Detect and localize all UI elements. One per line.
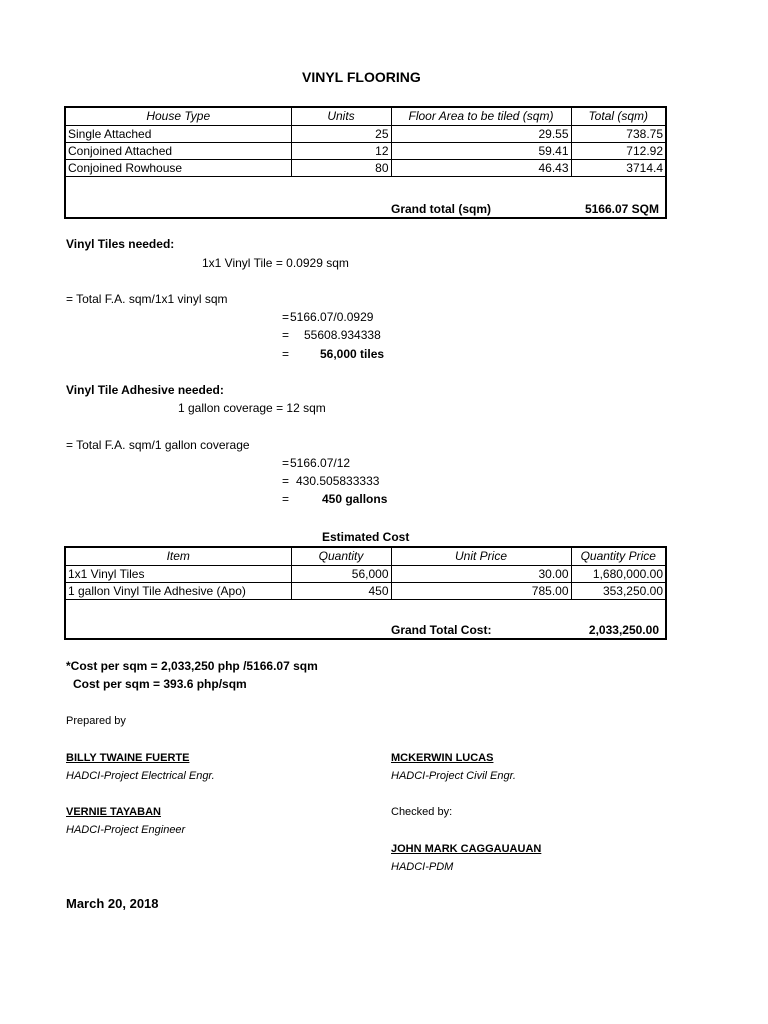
column-header-floor-area: Floor Area to be tiled (sqm) bbox=[391, 108, 571, 125]
grand-total-cost-value: 2,033,250.00 bbox=[588, 623, 659, 637]
tiles-result: 56,000 tiles bbox=[320, 347, 385, 361]
grand-total-cost-label: Grand Total Cost: bbox=[391, 623, 492, 637]
column-header-house-type: House Type bbox=[66, 108, 291, 125]
column-header-unit-price: Unit Price bbox=[391, 548, 571, 565]
table-row bbox=[66, 142, 665, 159]
tiles-formula: = Total F.A. sqm/1x1 vinyl sqm bbox=[66, 292, 228, 306]
signatory-name: VERNIE TAYABAN bbox=[66, 806, 161, 818]
signatory-name: JOHN MARK CAGGAUAUAN bbox=[391, 843, 542, 855]
column-header-units: Units bbox=[291, 108, 391, 125]
adhesive-step-value: 430.505833333 bbox=[296, 474, 380, 488]
house-type-cell: Single Attached bbox=[66, 125, 291, 142]
quantity-price-cell: 353,250.00 bbox=[571, 582, 665, 599]
tile-conversion: 1x1 Vinyl Tile = 0.0929 sqm bbox=[202, 256, 349, 270]
prepared-by-label: Prepared by bbox=[66, 715, 126, 727]
signatory-name: BILLY TWAINE FUERTE bbox=[66, 752, 190, 764]
floor-area-cell: 46.43 bbox=[391, 159, 571, 176]
adhesive-step-eq: = bbox=[282, 474, 290, 488]
tiles-step-eq: = bbox=[282, 328, 290, 342]
units-cell: 80 bbox=[291, 159, 391, 176]
quantity-cell: 450 bbox=[291, 582, 391, 599]
unit-price-cell: 30.00 bbox=[391, 565, 571, 582]
column-header-item: Item bbox=[66, 548, 291, 565]
column-header-quantity-price: Quantity Price bbox=[571, 548, 665, 565]
cost-per-sqm-result: Cost per sqm = 393.6 php/sqm bbox=[73, 677, 247, 691]
adhesive-result: 450 gallons bbox=[322, 492, 388, 506]
table-row bbox=[66, 159, 665, 176]
adhesive-heading: Vinyl Tile Adhesive needed: bbox=[66, 383, 224, 397]
quantity-cell: 56,000 bbox=[291, 565, 391, 582]
signatory-name: MCKERWIN LUCAS bbox=[391, 752, 494, 764]
tiles-step-value: 5166.07/0.0929 bbox=[290, 310, 374, 324]
house-type-cell: Conjoined Attached bbox=[66, 142, 291, 159]
unit-price-cell: 785.00 bbox=[391, 582, 571, 599]
adhesive-conversion: 1 gallon coverage = 12 sqm bbox=[178, 401, 326, 415]
adhesive-formula: = Total F.A. sqm/1 gallon coverage bbox=[66, 438, 250, 452]
tiles-step-eq: = bbox=[282, 347, 290, 361]
units-cell: 12 bbox=[291, 142, 391, 159]
grand-total-value: 5166.07 SQM bbox=[584, 202, 659, 216]
item-cell: 1 gallon Vinyl Tile Adhesive (Apo) bbox=[66, 582, 291, 599]
floor-area-cell: 29.55 bbox=[391, 125, 571, 142]
tiles-step-value: 55608.934338 bbox=[304, 328, 381, 342]
signatory-role: HADCI-PDM bbox=[391, 861, 454, 873]
house-table-header bbox=[66, 108, 665, 125]
page-title: VINYL FLOORING bbox=[302, 69, 421, 85]
floor-area-cell: 59.41 bbox=[391, 142, 571, 159]
cost-table-header bbox=[66, 548, 665, 565]
column-header-quantity: Quantity bbox=[291, 548, 391, 565]
signatory-role: HADCI-Project Electrical Engr. bbox=[66, 770, 215, 782]
adhesive-step-eq: = bbox=[282, 456, 290, 470]
item-cell: 1x1 Vinyl Tiles bbox=[66, 565, 291, 582]
units-cell: 25 bbox=[291, 125, 391, 142]
document-date: March 20, 2018 bbox=[66, 896, 159, 911]
signatory-role: HADCI-Project Engineer bbox=[66, 824, 186, 836]
table-row bbox=[66, 565, 665, 582]
estimated-cost-table bbox=[64, 546, 667, 640]
cost-per-sqm-formula: *Cost per sqm = 2,033,250 php /5166.07 sqm bbox=[66, 659, 318, 673]
checked-by-label: Checked by: bbox=[391, 806, 453, 818]
adhesive-step-eq: = bbox=[282, 492, 290, 506]
house-type-table bbox=[64, 106, 667, 219]
total-cell: 738.75 bbox=[571, 125, 665, 142]
tiles-heading: Vinyl Tiles needed: bbox=[66, 237, 175, 251]
grand-total-label: Grand total (sqm) bbox=[391, 202, 492, 216]
tiles-step-eq: = bbox=[282, 310, 290, 324]
total-cell: 712.92 bbox=[571, 142, 665, 159]
table-row bbox=[66, 125, 665, 142]
quantity-price-cell: 1,680,000.00 bbox=[571, 565, 665, 582]
table-row bbox=[66, 582, 665, 599]
signatory-role: HADCI-Project Civil Engr. bbox=[391, 770, 516, 782]
adhesive-step-value: 5166.07/12 bbox=[290, 456, 351, 470]
house-type-cell: Conjoined Rowhouse bbox=[66, 159, 291, 176]
total-cell: 3714.4 bbox=[571, 159, 665, 176]
column-header-total: Total (sqm) bbox=[571, 108, 665, 125]
estimated-cost-title: Estimated Cost bbox=[322, 530, 410, 544]
